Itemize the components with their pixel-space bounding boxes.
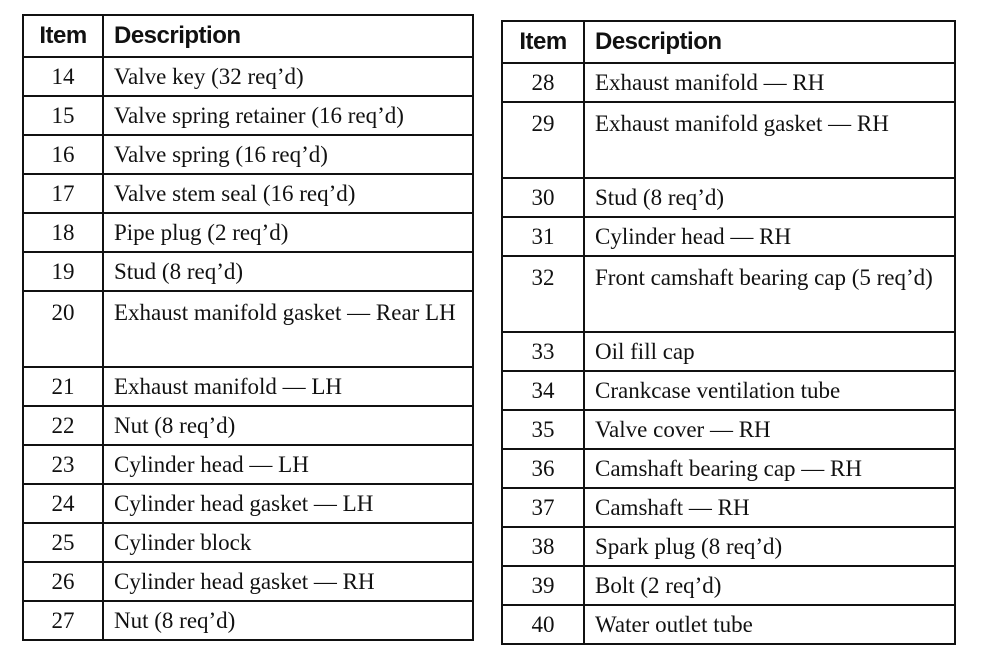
item-number: 31 [502,217,584,256]
table-row [502,488,955,527]
header-description: Description [103,15,473,57]
item-description: Cylinder head — RH [584,217,955,256]
item-number: 35 [502,410,584,449]
table-row [502,63,955,102]
item-description: Pipe plug (2 req’d) [103,213,473,252]
table-row [23,135,473,174]
table-row [502,410,955,449]
item-description: Valve key (32 req’d) [103,57,473,96]
item-number: 27 [23,601,103,640]
item-description: Exhaust manifold — RH [584,63,955,102]
table-row [502,371,955,410]
table-row [502,566,955,605]
item-number: 26 [23,562,103,601]
item-description: Cylinder head — LH [103,445,473,484]
item-description: Nut (8 req’d) [103,601,473,640]
item-number: 19 [23,252,103,291]
item-description: Oil fill cap [584,332,955,371]
item-description: Exhaust manifold gasket — Rear LH [103,291,473,367]
item-number: 32 [502,256,584,332]
item-description: Front camshaft bearing cap (5 req’d) [584,256,955,332]
item-number: 23 [23,445,103,484]
item-number: 30 [502,178,584,217]
item-description: Valve spring (16 req’d) [103,135,473,174]
item-description: Cylinder head gasket — RH [103,562,473,601]
item-number: 14 [23,57,103,96]
table-row [23,484,473,523]
item-number: 36 [502,449,584,488]
table-row [502,256,955,332]
item-number: 40 [502,605,584,644]
item-description: Cylinder head gasket — LH [103,484,473,523]
item-number: 21 [23,367,103,406]
item-number: 22 [23,406,103,445]
item-number: 16 [23,135,103,174]
table-row [23,96,473,135]
table-row [23,367,473,406]
item-description: Exhaust manifold gasket — RH [584,102,955,178]
table-row [23,601,473,640]
table-row [502,178,955,217]
header-row [23,15,473,57]
item-description: Water outlet tube [584,605,955,644]
item-number: 29 [502,102,584,178]
item-number: 38 [502,527,584,566]
table-row [23,523,473,562]
item-description: Valve stem seal (16 req’d) [103,174,473,213]
item-number: 15 [23,96,103,135]
item-number: 33 [502,332,584,371]
item-number: 28 [502,63,584,102]
item-number: 24 [23,484,103,523]
header-description: Description [584,21,955,63]
table-row [502,449,955,488]
item-number: 17 [23,174,103,213]
item-description: Camshaft bearing cap — RH [584,449,955,488]
item-description: Valve cover — RH [584,410,955,449]
item-number: 25 [23,523,103,562]
item-number: 37 [502,488,584,527]
table-row [502,605,955,644]
item-description: Crankcase ventilation tube [584,371,955,410]
parts-table-left [22,14,474,641]
item-description: Spark plug (8 req’d) [584,527,955,566]
item-description: Cylinder block [103,523,473,562]
item-description: Valve spring retainer (16 req’d) [103,96,473,135]
table-row [23,406,473,445]
table-row [23,445,473,484]
item-number: 34 [502,371,584,410]
item-description: Nut (8 req’d) [103,406,473,445]
item-description: Exhaust manifold — LH [103,367,473,406]
table-row [23,291,473,367]
table-row [502,102,955,178]
item-description: Stud (8 req’d) [584,178,955,217]
table-row [23,252,473,291]
item-number: 18 [23,213,103,252]
table-row [502,217,955,256]
table-row [502,527,955,566]
parts-table-right [501,20,956,645]
item-number: 20 [23,291,103,367]
table-row [23,174,473,213]
header-item: Item [502,21,584,63]
item-description: Camshaft — RH [584,488,955,527]
table-row [23,562,473,601]
header-item: Item [23,15,103,57]
table-row [502,332,955,371]
header-row [502,21,955,63]
item-number: 39 [502,566,584,605]
item-description: Bolt (2 req’d) [584,566,955,605]
table-row [23,213,473,252]
table-row [23,57,473,96]
item-description: Stud (8 req’d) [103,252,473,291]
